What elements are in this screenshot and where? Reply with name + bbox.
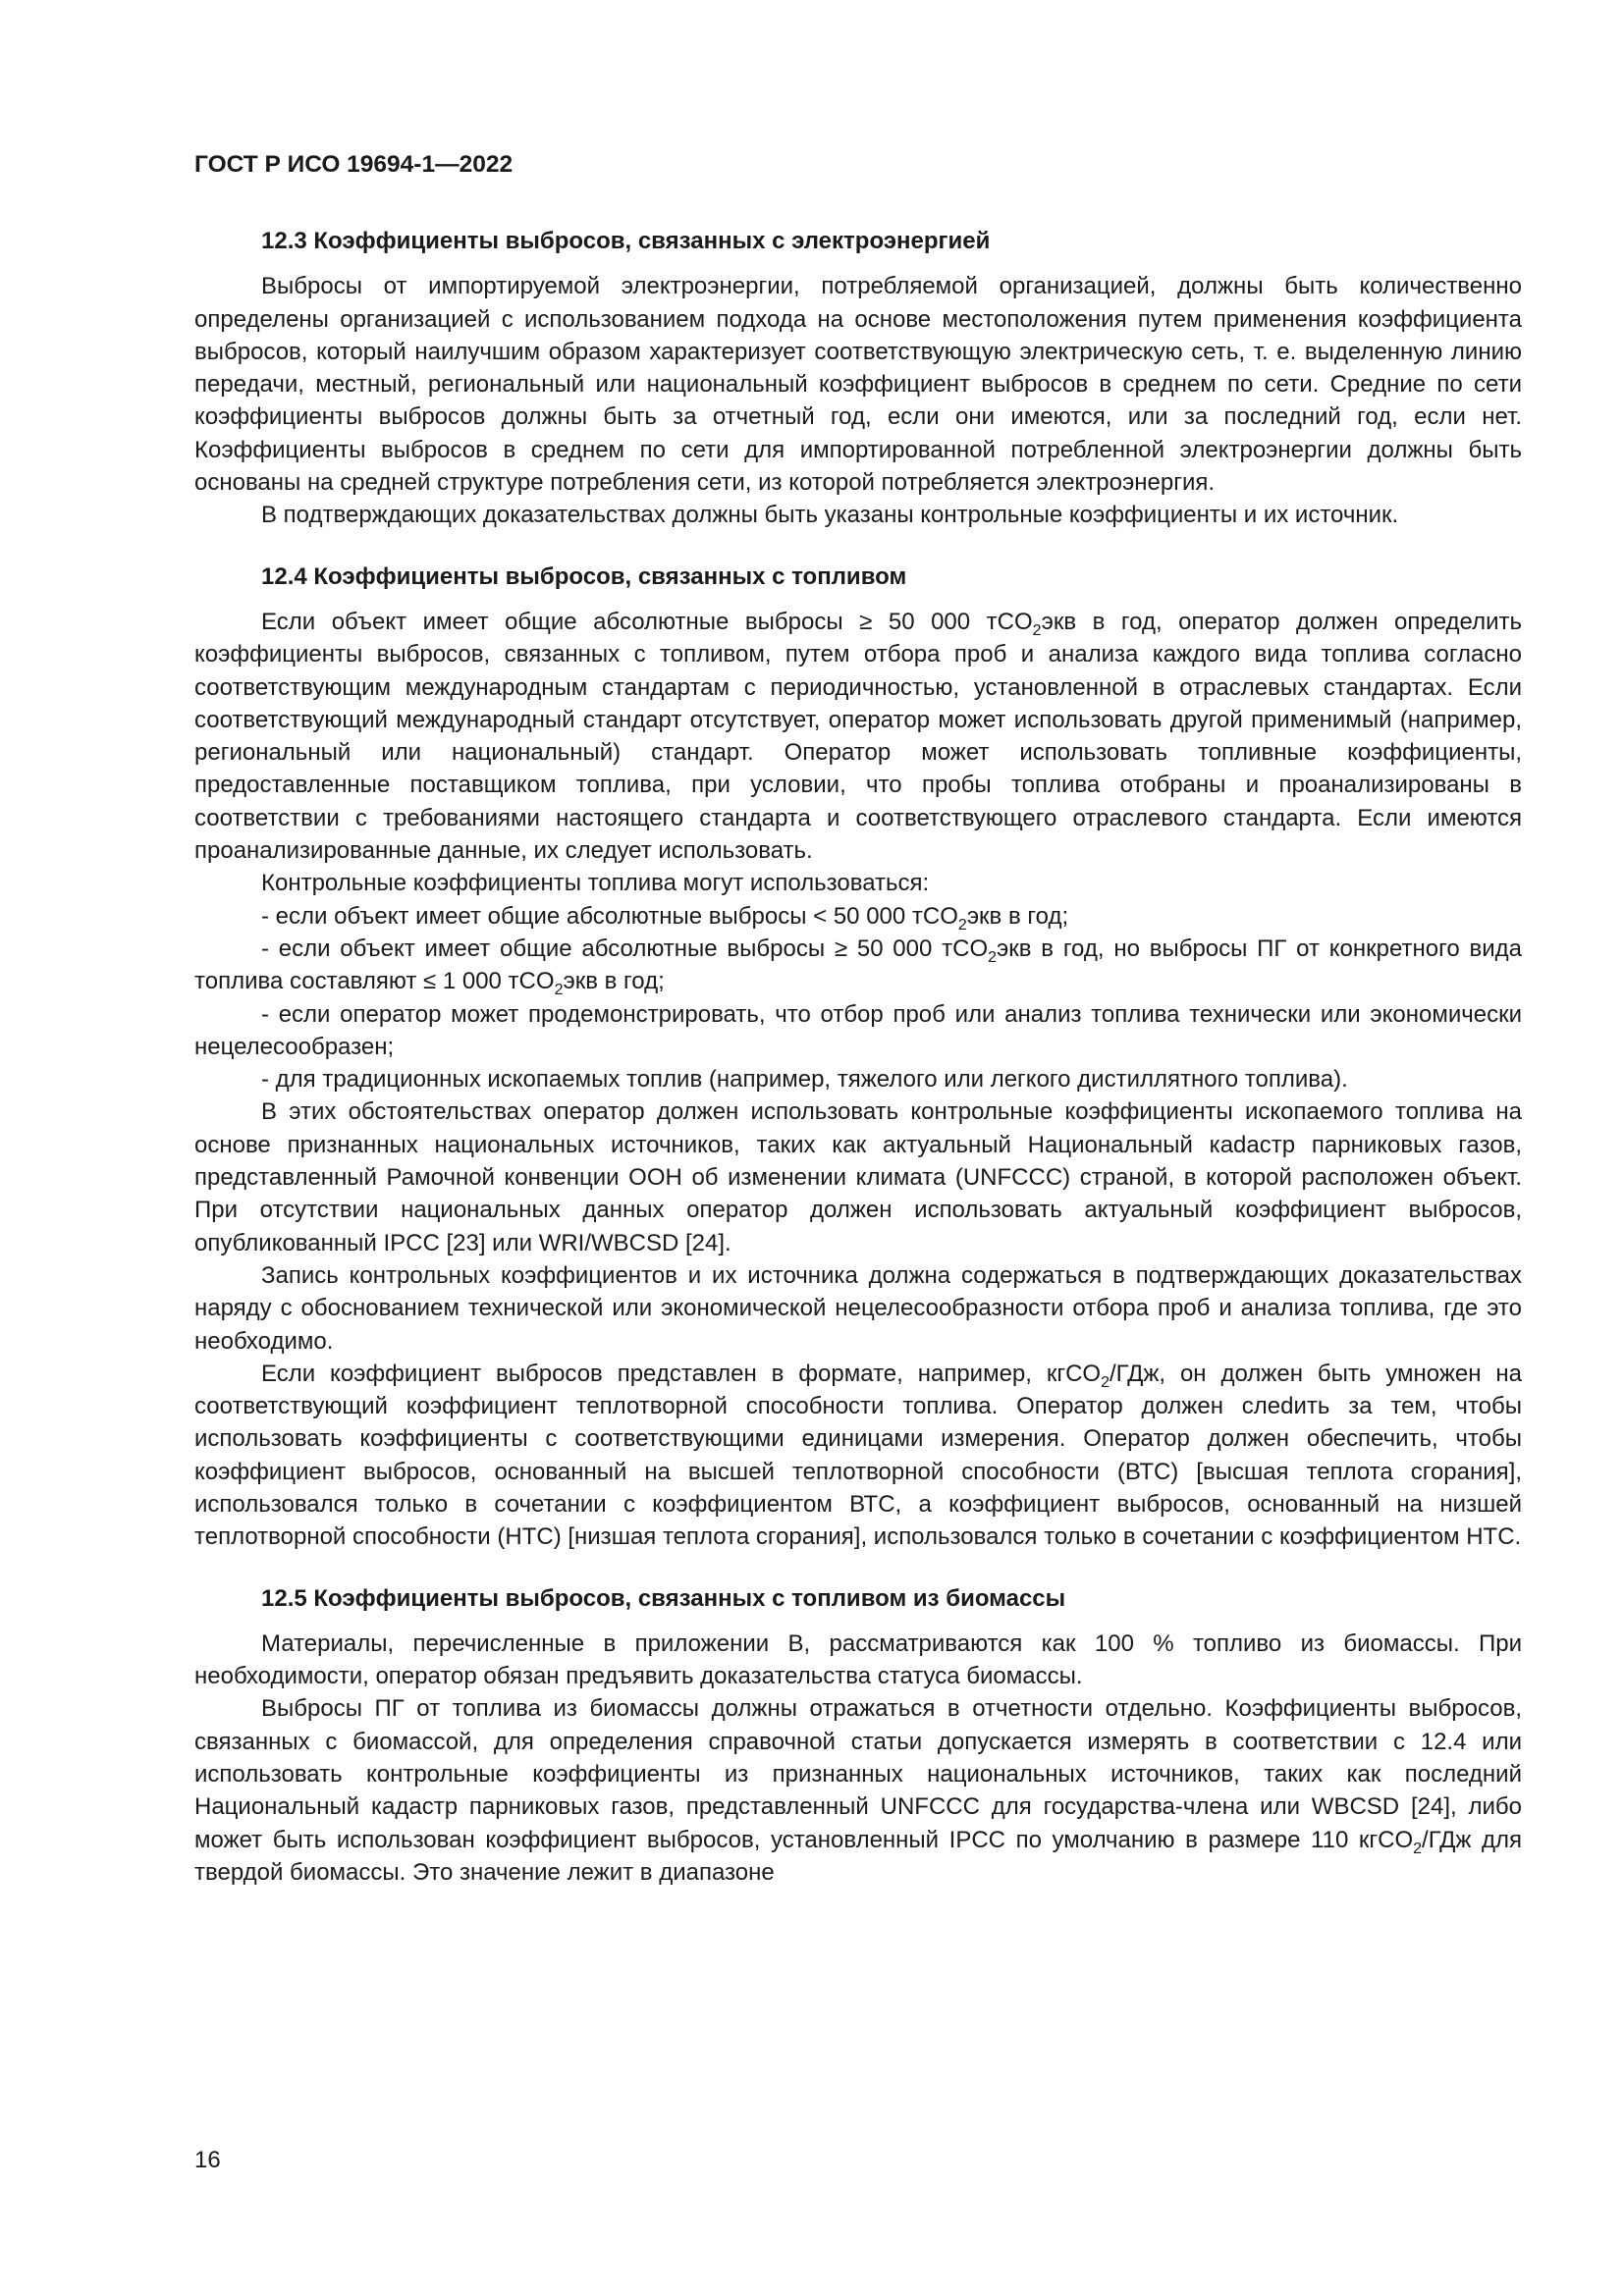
paragraph: Если объект имеет общие абсолютные выбросы ≥ 50 000 тCO$_2$экв в год, оператор должен определить коэффициенты выбросов, связанных с топливом, путем отбора проб и анализа каждого вида топлива согласно соответствующим международным стандартам с периодичностью, установленной в отраслевых стандартах. Если соответствующий международный стандарт отсутствует, оператор может использовать другой применимый (например, региональный или национальный) стандарт. Оператор может использовать топливные коэффициенты, предоставленные поставщиком топлива, при условии, что пробы топлива отобраны и проанализированы в соответствии с требованиями настоящего стандарта и соответствующего отраслевого стандарта. Если имеются проанализированные данные, их следует использовать. (194, 608, 1522, 865)
paragraph: Материалы, перечисленные в приложении В, рассматриваются как 100 % топливо из биомассы. При необходимости, оператор обязан предъявить доказательства статуса биомассы. (194, 1629, 1522, 1690)
section-heading: 12.3 Коэффициенты выбросов, связанных с электроэнергией (261, 228, 991, 254)
section-12-5 (194, 1582, 1522, 1890)
list-item: - для традиционных ископаемых топлив (например, тяжелого или легкого дистиллятного топлива). (261, 1066, 1348, 1094)
section-heading: 12.5 Коэффициенты выбросов, связанных с топливом из биомассы (261, 1584, 1066, 1612)
paragraph: Выбросы от импортируемой электроэнергии, потребляемой организацией, должны быть количественно определены организацией с использованием подхода на основе местоположения путем применения коэффициента выбросов, который наилучшим образом характеризует соответствующую электрическую сеть, т. е. выделенную линию передачи, местный, региональный или национальный коэффициент выбросов в среднем по сети. Средние по сети коэффициенты выбросов должны быть за отчетный год, если они имеются, или за последний год, если нет. Коэффициенты выбросов в среднем по сети для импортированной потребленной электроэнергии должны быть основаны на средней структуре потребления сети, из которой потребляется электроэнергия. (194, 273, 1522, 497)
list-item: - если объект имеет общие абсолютные выбросы < 50 000 тCO$_2$экв в год; (261, 902, 1069, 934)
paragraph: Выбросы ПГ от топлива из биомассы должны отражаться в отчетности отдельно. Коэффициенты выбросов, связанных с биомассой, для определения справочной статьи допускается измерять в соответствии с 12.4 или использовать контрольные коэффициенты из признанных национальных источников, таких как последний Национальный кадастр парниковых газов, представленный UNFCCC для государства-члена или WBCSD [24], либо может быть использован коэффициент выбросов, установленный IPCC по умолчанию в размере 110 кгCO$_2$/ГДж для твердой биомассы. Это значение лежит в диапазоне (194, 1695, 1523, 1886)
list-item: - если объект имеет общие абсолютные выбросы ≥ 50 000 тCO$_2$экв в год, но выбросы ПГ от конкретного вида топлива составляют ≤ 1 000 тCO$_2$экв в год; (194, 934, 1522, 999)
section-12-3 (194, 225, 1522, 532)
page-number: 16 (194, 2147, 221, 2173)
paragraph: В подтверждающих доказательствах должны быть указаны контрольные коэффициенты и их источник. (261, 502, 1399, 529)
paragraph: Контрольные коэффициенты топлива могут использоваться: (261, 870, 930, 897)
paragraph: Если коэффициент выбросов представлен в формате, например, кгCO$_2$/ГДж, он должен быть умножен на соответствующий коэффициент теплотворной способности топлива. Оператор должен слеdить за тем, чтобы использовать коэффициенты с соответствующими единицами измерения. Оператор должен обеспечить, чтобы коэффициент выбросов, основанный на высшей теплотворной способности (ВТС) [высшая теплота сгорания], использовался только в сочетании с коэффициентом ВТС, а коэффициент выбросов, основанный на низшей теплотворной способности (НТС) [низшая теплота сгорания], использовался только в сочетании с коэффициентом НТС. (194, 1360, 1522, 1551)
section-12-4 (194, 561, 1522, 1554)
running-header: ГОСТ Р ИСО 19694-1—2022 (194, 151, 514, 178)
paragraph: Запись контрольных коэффициентов и их источника должна содержаться в подтверждающих доказательствах наряду с обоснованием технической или экономической нецелесообразности отбора проб и анализа топлива, где это необходимо. (194, 1261, 1522, 1355)
section-heading: 12.4 Коэффициенты выбросов, связанных с топливом (261, 562, 907, 590)
list-item: - если оператор может продемонстрировать, что отбор проб или анализ топлива технически или экономически нецелесообразен; (194, 1000, 1522, 1060)
page-content (194, 225, 1522, 1889)
paragraph: В этих обстоятельствах оператор должен использовать контрольные коэффициенты ископаемого топлива на основе признанных национальных источников, таких как актуальный Национальный каdастр парниковых газов, представленный Рамочной конвенции ООН об изменении климата (UNFCCC) страной, в которой расположен объект. При отсутствии национальных данных оператор должен использовать актуальный коэффициент выбросов, опубликованный IPCC [23] или WRI/WBCSD [24]. (194, 1098, 1522, 1256)
